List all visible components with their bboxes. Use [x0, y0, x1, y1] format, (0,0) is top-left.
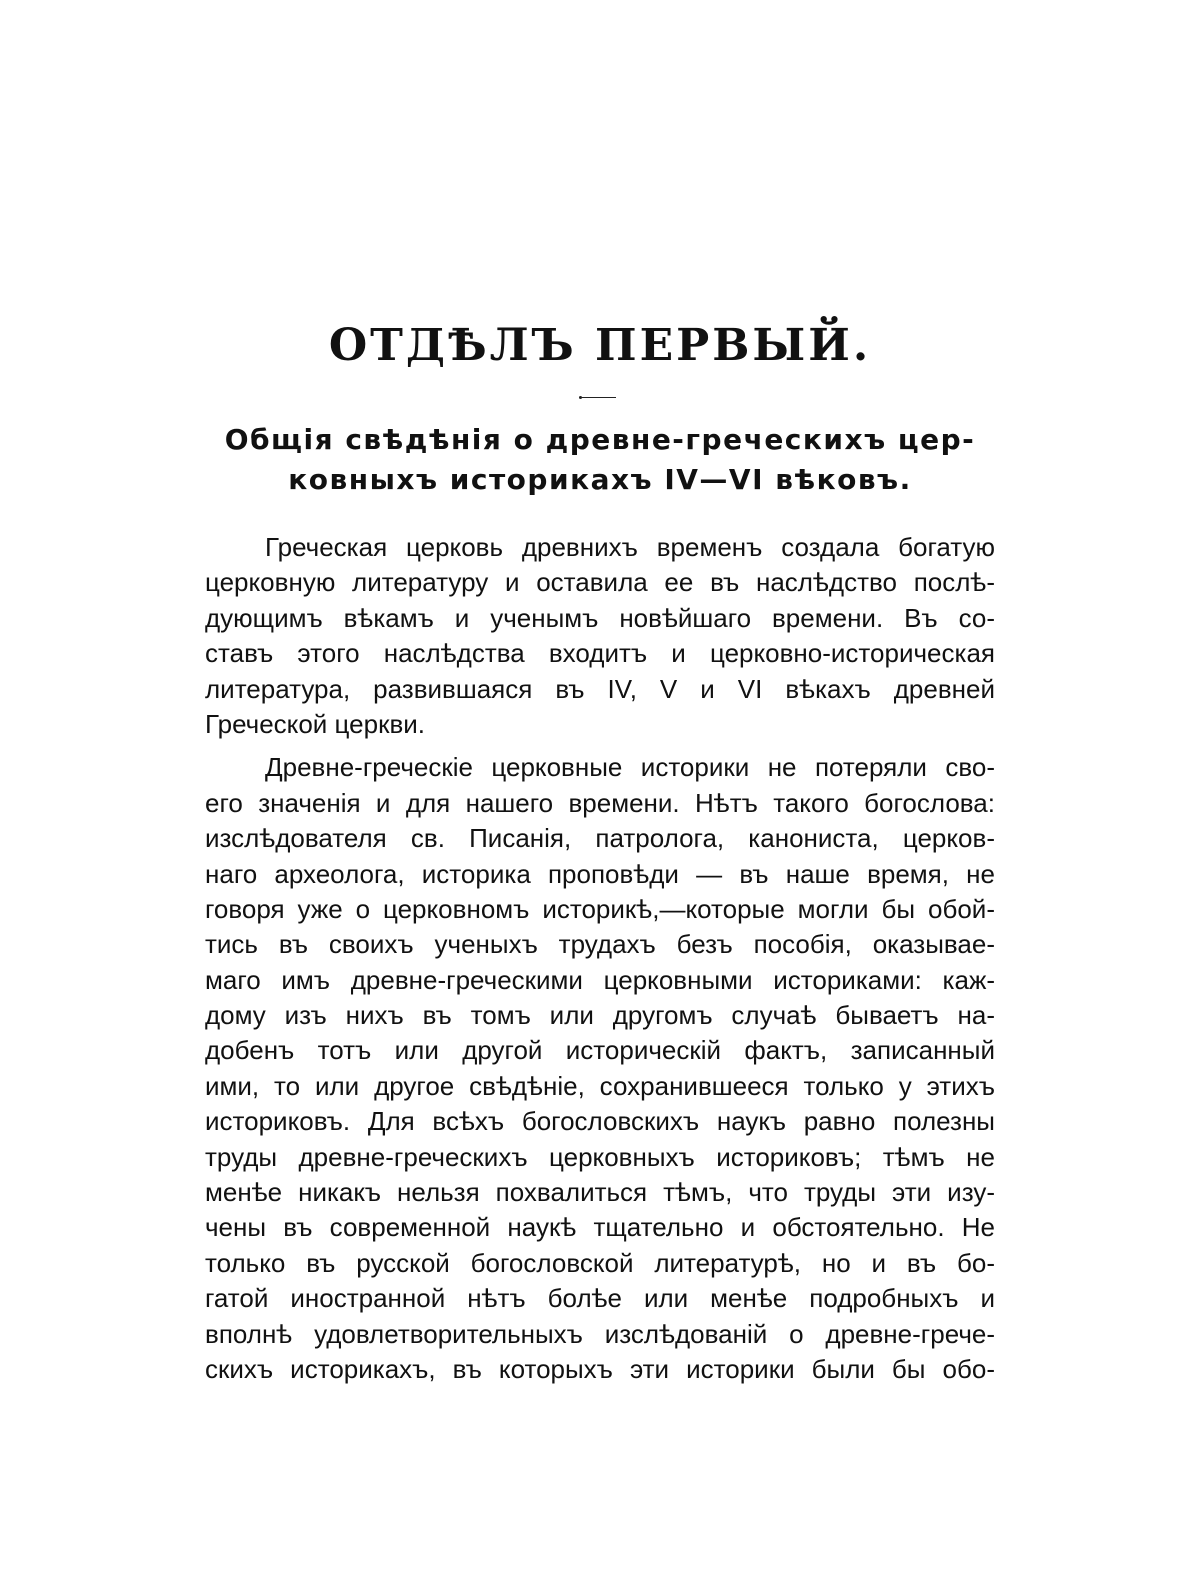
text-line: добенъ тотъ или другой историческій фактъ, записанный	[205, 1035, 995, 1066]
text-line: менѣе никакъ нельзя похвалиться тѣмъ, что труды эти изу-	[205, 1177, 995, 1208]
text-line: дующимъ вѣкамъ и ученымъ новѣйшаго времени. Въ со-	[205, 602, 995, 633]
section-title: ОТДѢЛЪ ПЕРВЫЙ.	[328, 320, 872, 371]
text-line: Греческая церковь древнихъ временъ создала богатую	[265, 532, 995, 562]
text-line: гатой иностранной нѣтъ болѣе или менѣе подробныхъ и	[205, 1283, 995, 1314]
text-line: историковъ. Для всѣхъ богословскихъ наукъ равно полезны	[205, 1106, 995, 1137]
text-line: только въ русской богословской литературѣ, но и въ бо-	[205, 1247, 995, 1278]
text-line: скихъ историкахъ, въ которыхъ эти историки были бы обо-	[205, 1353, 995, 1384]
text-line: ставъ этого наслѣдства входитъ и церковно-историческая	[205, 638, 995, 669]
paragraph-1	[205, 530, 995, 742]
text-line: Древне-греческіе церковные историки не потеряли сво-	[265, 752, 995, 783]
subtitle-line: ковныхъ историкахъ IV—VI вѣковъ.	[288, 463, 912, 496]
text-line: тись въ своихъ ученыхъ трудахъ безъ пособія, оказывае-	[205, 929, 995, 960]
text-line: дому изъ нихъ въ томъ или другомъ случаѣ бываетъ на-	[205, 1000, 995, 1031]
text-line: Греческой церкви.	[205, 708, 426, 739]
text-line: изслѣдователя св. Писанія, патролога, канониста, церков-	[205, 823, 995, 854]
text-line: наго археолога, историка проповѣди — въ наше время, не	[205, 858, 995, 889]
text-line: его значенія и для нашего времени. Нѣтъ такого богослова:	[205, 787, 995, 818]
paragraph-gap	[205, 742, 995, 750]
text-line: чены въ современной наукѣ тщательно и обстоятельно. Не	[205, 1212, 995, 1243]
text-line: ими, то или другое свѣдѣніе, сохранившееся только у этихъ	[205, 1070, 995, 1101]
title-ornament-rule	[582, 397, 616, 398]
text-line: труды древне-греческихъ церковныхъ историковъ; тѣмъ не	[205, 1141, 995, 1172]
paragraph-2	[205, 750, 995, 1387]
body-text	[205, 530, 995, 1387]
text-line: литература, развившаяся въ IV, V и VI вѣкахъ древней	[205, 673, 995, 704]
text-line: церковную литературу и оставила ее въ наслѣдство послѣ-	[205, 567, 995, 598]
chapter-subtitle	[200, 420, 1000, 500]
text-line: вполнѣ удовлетворительныхъ изслѣдованій о древне-грече-	[205, 1318, 995, 1349]
subtitle-line: Общія свѣдѣнія о древне-греческихъ цер-	[224, 423, 976, 456]
text-line: говоря уже о церковномъ историкѣ,—которые могли бы обой-	[205, 893, 995, 924]
text-line: маго имъ древне-греческими церковными историками: каж-	[205, 964, 995, 995]
